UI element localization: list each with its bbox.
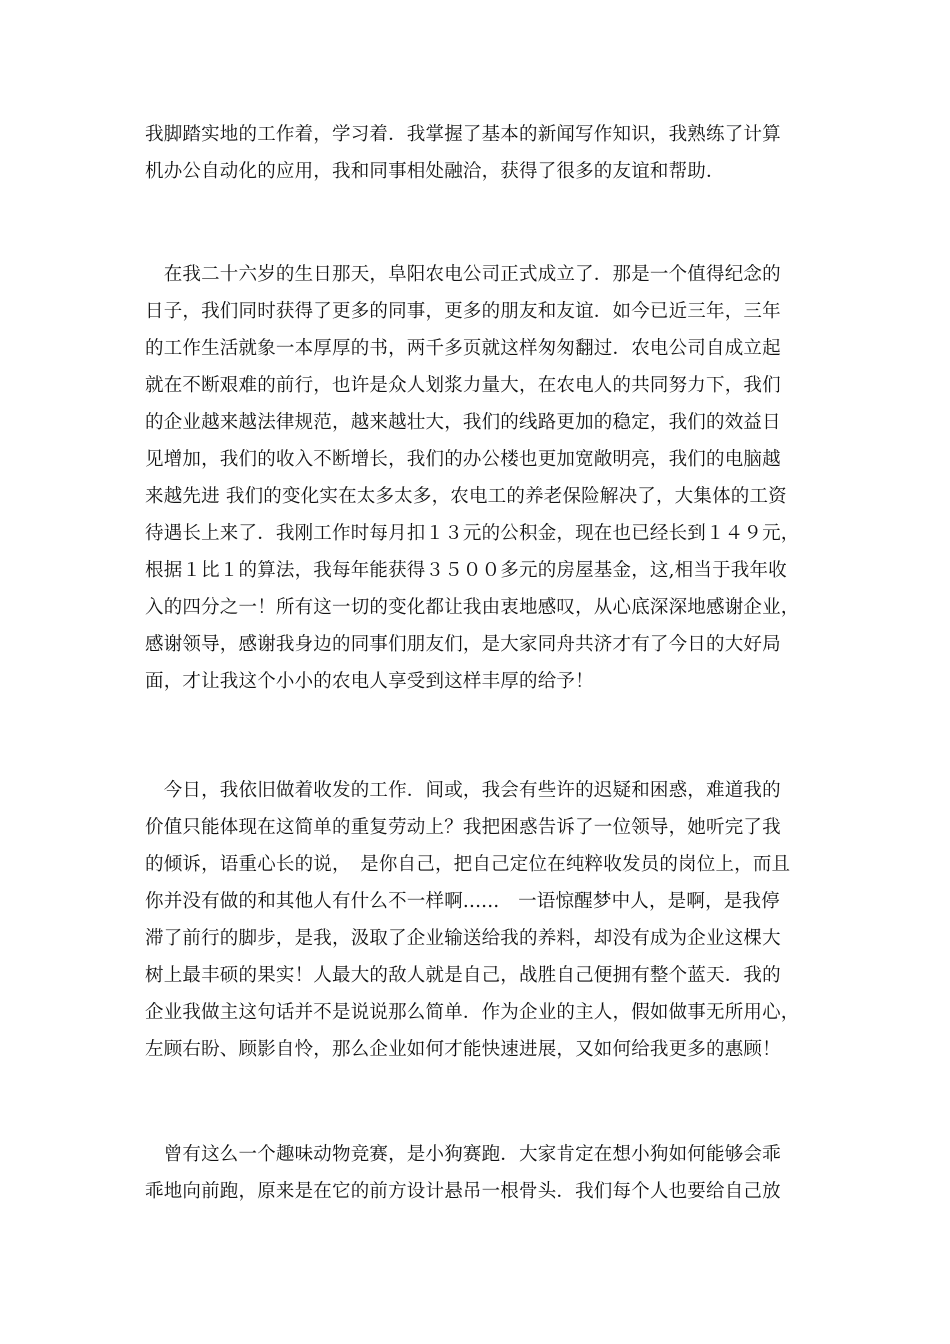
text-line: 滞了前行的脚步，是我，汲取了企业输送给我的养料，却没有成为企业这棵大 [145,928,781,949]
text-line: 我脚踏实地的工作着，学习着．我掌握了基本的新闻写作知识，我熟练了计算 [145,124,781,145]
text-line: 待遇长上来了．我刚工作时每月扣１３元的公积金，现在也已经长到１４９元， [145,523,800,544]
paragraph-2 [145,256,815,700]
text-line: 机办公自动化的应用，我和同事相处融洽，获得了很多的友谊和帮助． [145,161,725,182]
text-line: 曾有这么一个趣味动物竞赛，是小狗赛跑．大家肯定在想小狗如何能够会乖 [145,1144,781,1165]
text-line: 左顾右盼、顾影自怜，那么企业如何才能快速进展，又如何给我更多的惠顾！ [145,1039,781,1060]
text-line: 你并没有做的和其他人有什么不一样啊...... 一语惊醒梦中人，是啊，是我停 [145,891,780,912]
text-line: 来越先进 我们的变化实在太多太多，农电工的养老保险解决了，大集体的工资 [145,486,787,507]
text-line: 的工作生活就象一本厚厚的书，两千多页就这样匆匆翻过．农电公司自成立起 [145,338,781,359]
text-line: 今日，我依旧做着收发的工作．间或，我会有些许的迟疑和困惑，难道我的 [145,780,781,801]
text-line: 价值只能体现在这简单的重复劳动上？我把困惑告诉了一位领导，她听完了我 [145,817,781,838]
text-line: 就在不断艰难的前行，也许是众人划浆力量大，在农电人的共同努力下，我们 [145,375,781,396]
text-line: 日子，我们同时获得了更多的同事，更多的朋友和友谊．如今已近三年，三年 [145,301,781,322]
text-line: 根据１比１的算法，我每年能获得３５００多元的房屋基金，这,相当于我年收 [145,560,787,581]
text-line: 的倾诉，语重心长的说， 是你自己，把自己定位在纯粹收发员的岗位上，而且 [145,854,791,875]
paragraph-4 [145,1136,815,1210]
paragraph-3 [145,772,815,1068]
text-line: 企业我做主这句话并不是说说那么简单．作为企业的主人，假如做事无所用心， [145,1002,800,1023]
text-line: 在我二十六岁的生日那天，阜阳农电公司正式成立了．那是一个值得纪念的 [145,264,781,285]
text-line: 乖地向前跑，原来是在它的前方设计悬吊一根骨头．我们每个人也要给自己放 [145,1181,781,1202]
paragraph-1 [145,116,815,190]
text-line: 的企业越来越法律规范，越来越壮大，我们的线路更加的稳定，我们的效益日 [145,412,781,433]
text-line: 入的四分之一！所有这一切的变化都让我由衷地感叹，从心底深深地感谢企业， [145,597,800,618]
text-line: 树上最丰硕的果实！人最大的敌人就是自己，战胜自己便拥有整个蓝天．我的 [145,965,781,986]
text-line: 感谢领导，感谢我身边的同事们朋友们，是大家同舟共济才有了今日的大好局 [145,634,781,655]
text-line: 面，才让我这个小小的农电人享受到这样丰厚的给予！ [145,671,594,692]
text-line: 见增加，我们的收入不断增长，我们的办公楼也更加宽敞明亮，我们的电脑越 [145,449,781,470]
